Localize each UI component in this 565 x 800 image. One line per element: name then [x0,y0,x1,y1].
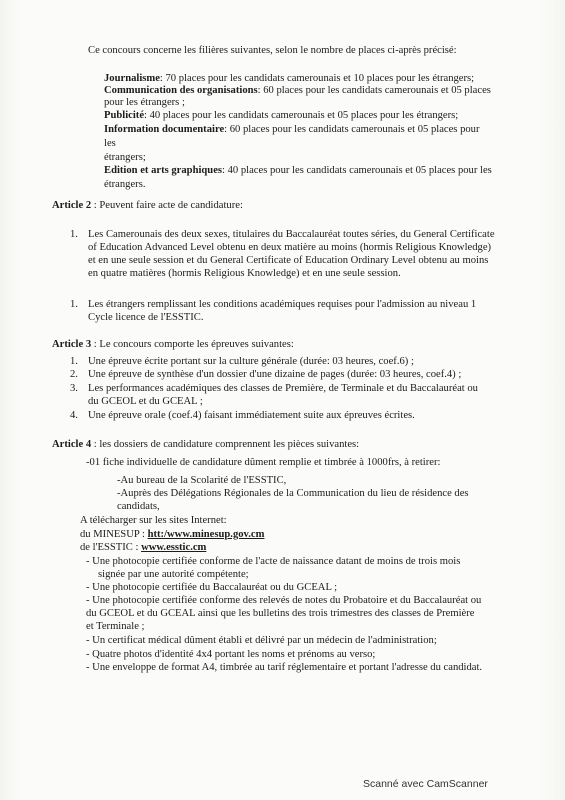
esstic-prefix: de l'ESSTIC : [80,542,142,553]
bureau-line: -Au bureau de la Scolarité de l'ESSTIC, [117,475,287,486]
list-number: 3. [70,383,78,394]
filiere-detail: : 60 places pour les candidats camerounais et 05 places pour [224,124,480,135]
camscanner-watermark: Scanné avec CamScanner [363,778,488,790]
fiche-line: -01 fiche individuelle de candidature dûment remplie et timbrée à 1000frs, à retirer: [86,457,441,468]
list-item-line: Les Camerounais des deux sexes, titulaires du Baccalauréat toutes séries, du General Certificate [88,229,495,240]
filiere-detail: : 40 places pour les candidats camerounais et 05 places pour les [222,165,492,176]
article-text: : Le concours comporte les épreuves suivantes: [91,339,294,350]
filiere-detail-cont: étrangers. [104,179,146,190]
minesup-prefix: du MINESUP : [80,529,148,540]
list-number: 4. [70,410,78,421]
filiere-name: Communication des organisations [104,85,258,96]
piece-line: et Terminale ; [86,621,145,632]
filiere-name: Information documentaire [104,124,225,135]
minesup-link-line [80,528,264,541]
filiere-name: Journalisme [104,73,160,84]
list-item-line: Cycle licence de l'ESSTIC. [88,312,204,323]
piece-line: - Un certificat médical dûment établi et délivré par un médecin de l'administration; [86,635,437,646]
piece-line: du GCEOL et du GCEAL ainsi que les bulletins des trois trimestres des classes de Première [86,608,475,619]
article-4-heading [52,438,359,451]
piece-line: - Une photocopie certifiée conforme des relevés de notes du Probatoire et du Baccalauréat ou [86,595,482,606]
delegations-line: candidats, [117,501,160,512]
article-label: Article 3 [52,339,92,350]
download-heading: A télécharger sur les sites Internet: [80,515,227,526]
list-item-line: du GCEOL et du GCEAL ; [88,396,203,407]
filiere-detail-cont: étrangers; [104,152,146,163]
list-number: 2. [70,369,78,380]
filiere-name: Publicité [104,110,145,121]
article-text: : Peuvent faire acte de candidature: [91,200,243,211]
list-item-line: of Education Advanced Level obtenu en deux matière au moins (hormis Religious Knowledge) [88,242,492,253]
minesup-link[interactable]: htt:/www.minesup.gov.cm [147,529,265,540]
filiere-detail-cont: pour les étrangers ; [104,97,185,108]
list-item-line: Une épreuve de synthèse d'un dossier d'une dizaine de pages (durée: 03 heures, coef.4) ; [88,369,462,380]
piece-line: - Une photocopie certifiée du Baccalauréat ou du GCEAL ; [86,582,338,593]
list-item-line: en quatre matières (hormis Religious Knowledge) et en une seule session. [88,268,401,279]
esstic-link-line [80,541,206,554]
list-number: 1. [70,229,78,240]
article-2-heading [52,199,243,212]
list-item-line: Les performances académiques des classes de Première, de Terminale et du Baccalauréat ou [88,383,478,394]
filiere-information [104,123,480,136]
list-item-line: Les étrangers remplissant les conditions académiques requises pour l'admission au niveau 1 [88,299,477,310]
piece-line: signée par une autorité compétente; [98,569,249,580]
esstic-link[interactable]: www.esstic.cm [141,542,207,553]
delegations-line: -Auprès des Délégations Régionales de la Communication du lieu de résidence des [117,488,469,499]
list-number: 1. [70,299,78,310]
article-text: : les dossiers de candidature comprennent les pièces suivantes: [91,439,360,450]
filiere-detail: : 60 places pour les candidats camerounais et 05 places [257,85,491,96]
filiere-name: Edition et arts graphiques [104,165,223,176]
filiere-edition [104,164,492,177]
piece-line: - Quatre photos d'identité 4x4 portant les noms et prénoms au verso; [86,649,376,660]
filiere-detail: : 40 places pour les candidats camerounais et 05 places pour les étrangers; [144,110,459,121]
list-item-line: Une épreuve écrite portant sur la culture générale (durée: 03 heures, coef.6) ; [88,356,414,367]
article-label: Article 2 [52,200,92,211]
filiere-detail: : 70 places pour les candidats camerounais et 10 places pour les étrangers; [159,73,475,84]
article-label: Article 4 [52,439,92,450]
list-item-line: et en une seule session et du General Certificate of Education Ordinary Level obtenu au moins [88,255,489,266]
intro-text: Ce concours concerne les filières suivantes, selon le nombre de places ci-après précisé: [88,45,457,56]
list-number: 1. [70,356,78,367]
list-item-line: Une épreuve orale (coef.4) faisant immédiatement suite aux épreuves écrites. [88,410,415,421]
article-3-heading [52,338,294,351]
filiere-publicite [104,109,458,122]
filiere-detail-cont: les [104,138,116,149]
piece-line: - Une photocopie certifiée conforme de l'acte de naissance datant de moins de trois mois [86,556,461,567]
piece-line: - Une enveloppe de format A4, timbrée au tarif réglementaire et portant l'adresse du candidat. [86,662,483,673]
